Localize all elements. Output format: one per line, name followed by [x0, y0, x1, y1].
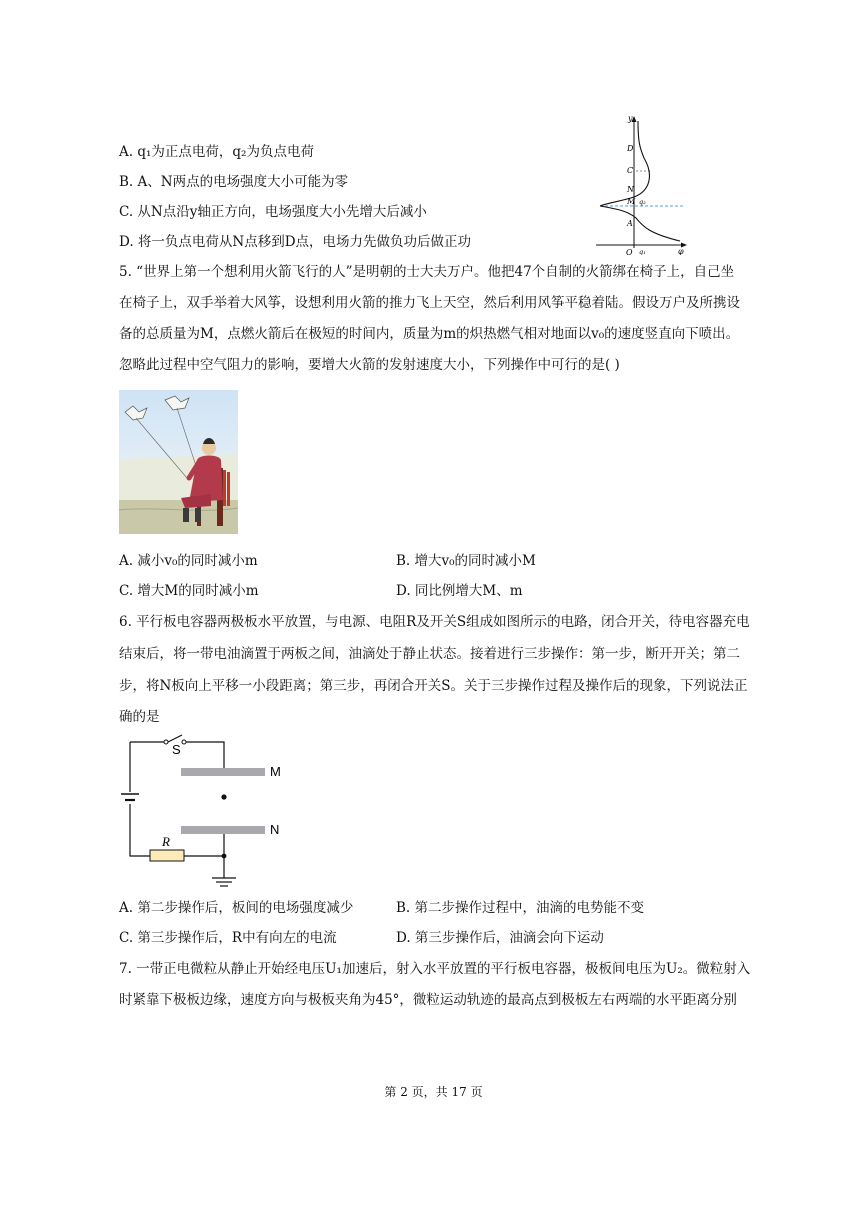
q5-stem-line-2: 在椅子上，双手举着大风筝，设想利用火箭的推力飞上天空，然后利用风筝平稳着陆。假设万户及所携设 [119, 295, 740, 311]
graph-label-d: D [627, 144, 634, 153]
graph-label-m: M [627, 197, 636, 206]
q4-potential-graph [592, 113, 692, 255]
q5-stem-line-4: 忽略此过程中空气阻力的影响，要增大火箭的发射速度大小，下列操作中可行的是( ) [119, 357, 620, 373]
graph-label-c: C [627, 166, 634, 175]
q5-option-c: C. 增大M的同时减小m [119, 583, 259, 599]
graph-y-label: y [628, 114, 633, 123]
resistor-label: R [162, 834, 170, 849]
graph-x-label: φ [678, 247, 684, 255]
q6-option-b: B. 第二步操作过程中，油滴的电势能不变 [396, 900, 645, 916]
q4-option-b: B. A、N两点的电场强度大小可能为零 [119, 174, 349, 190]
plate-m-label: M [270, 764, 281, 779]
q6-stem-line-4: 确的是 [119, 709, 160, 725]
q6-option-a: A. 第二步操作后，板间的电场强度减少 [119, 900, 354, 916]
q6-option-d: D. 第三步操作后，油滴会向下运动 [396, 930, 604, 946]
q5-option-a: A. 减小v₀的同时减小m [119, 553, 258, 569]
graph-label-n: N [627, 185, 634, 194]
graph-label-q1: q₁ [639, 248, 646, 255]
q5-stem-line-1: 5. “世界上第一个想利用火箭飞行的人”是明朝的士大夫万户。他把47个自制的火箭绑在椅子上，自己坐 [119, 264, 735, 280]
q6-capacitor-circuit [118, 730, 288, 890]
graph-label-a: A [627, 219, 633, 228]
graph-label-q2: q₂ [639, 198, 646, 206]
q7-stem-line-1: 7. 一带正电微粒从静止开始经电压U₁加速后，射入水平放置的平行板电容器，极板间电压为U₂。微粒射入 [119, 961, 751, 977]
switch-label: S [172, 742, 181, 757]
q5-stem-line-3: 备的总质量为M，点燃火箭后在极短的时间内，质量为m的炽热燃气相对地面以v₀的速度竖直向下喷出。 [119, 326, 740, 342]
page-footer: 第 2 页，共 17 页 [384, 1085, 483, 1099]
q6-stem-line-1: 6. 平行板电容器两极板水平放置，与电源、电阻R及开关S组成如图所示的电路，闭合开关，待电容器充电 [119, 614, 750, 630]
q6-stem-line-2: 结束后，将一带电油滴置于两板之间，油滴处于静止状态。接着进行三步操作：第一步，断开开关；第二 [119, 646, 740, 662]
q4-option-c: C. 从N点沿y轴正方向，电场强度大小先增大后减小 [119, 204, 427, 220]
q5-option-d: D. 同比例增大M、m [396, 583, 523, 599]
q6-stem-line-3: 步，将N板向上平移一小段距离；第三步，再闭合开关S。关于三步操作过程及操作后的现象，下列说法正 [119, 678, 748, 694]
plate-n-label: N [270, 822, 280, 837]
q7-stem-line-2: 时紧靠下极板边缘，速度方向与极板夹角为45°，微粒运动轨迹的最高点到极板左右两端的水平距离分别 [119, 992, 737, 1008]
q6-option-c: C. 第三步操作后，R中有向左的电流 [119, 930, 337, 946]
q4-option-d: D. 将一负点电荷从N点移到D点，电场力先做负功后做正功 [119, 234, 472, 250]
q4-option-a: A. q₁为正点电荷，q₂为负点电荷 [119, 144, 314, 160]
graph-origin-label: O [626, 248, 633, 255]
wanhu-rocket-chair-illustration [119, 390, 238, 534]
q5-option-b: B. 增大v₀的同时减小M [396, 553, 536, 569]
